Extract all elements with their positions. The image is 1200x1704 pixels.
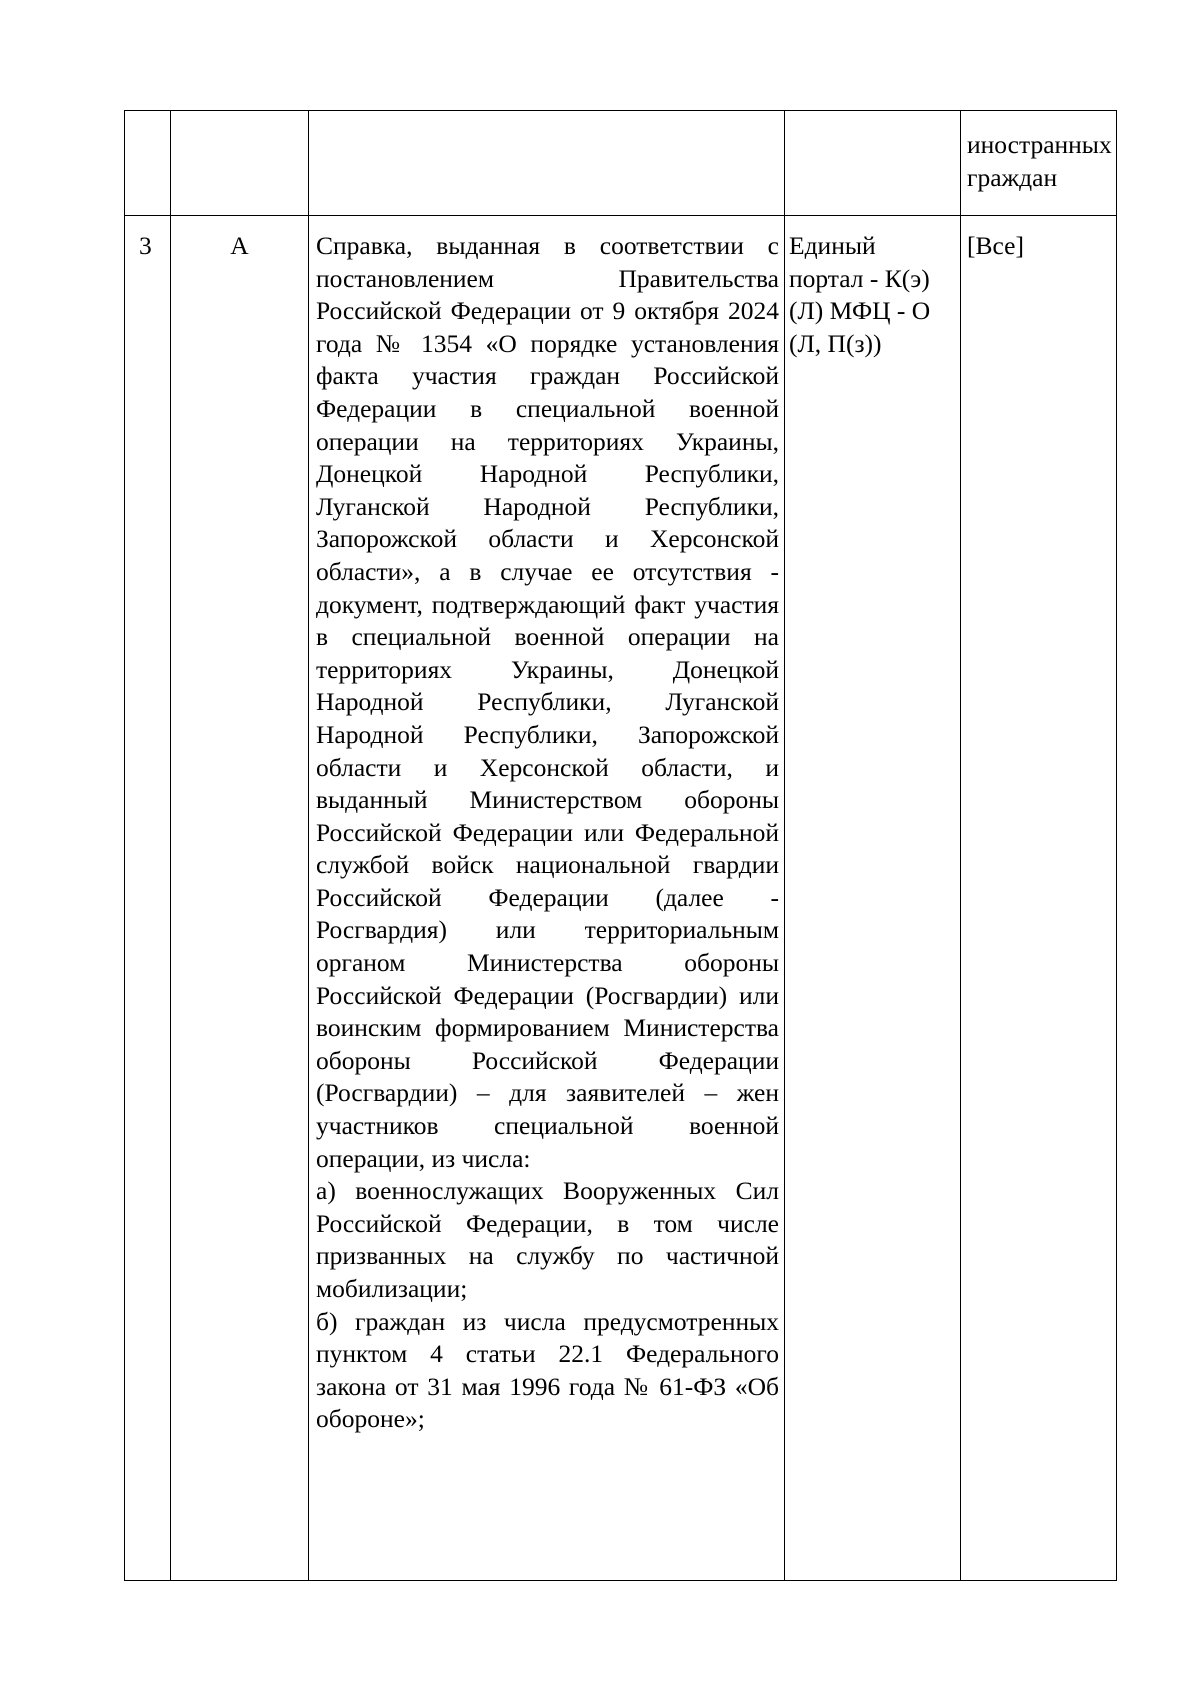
row-description (309, 216, 785, 1581)
description-paragraph-b: б) граждан из числа предусмотренных пунктом 4 статьи 22.1 Федерального закона от 31 мая 1996 года № 61-ФЗ «Об обороне»; (316, 1306, 779, 1434)
cell-applies-continuation: иностранных граждан (961, 111, 1117, 216)
description-paragraph-main: Справка, выданная в соответствии с постановлением Правительства Российской Федерации от 9 октября 2024 года № 1354 «О порядке установления факта участия граждан Российской Федерации в специальной военной операции на территориях Украины, Донецкой Народной Республики, Луганской Народной Республики, Запорожской области и Херсонской области», а в случае ее отсутствия - документ, подтверждающий факт участия в специальной военной операции на территориях Украины, Донецкой Народной Республики, Луганской Народной Республики, Запорожской области и Херсонской области, и выданный Министерством обороны Российской Федерации или Федеральной службой войск национальной гвардии Российской Федерации (далее - Росгвардия) или территориальным органом Министерства обороны Российской Федерации (Росгвардии) или воинским формированием Министерства обороны Российской Федерации (Росгвардии) – для заявителей – жен участников специальной военной операции, из числа: (316, 231, 779, 1173)
table-row-continuation (125, 111, 1117, 216)
cell-number-empty (125, 111, 171, 216)
cell-source-empty (785, 111, 961, 216)
cell-letter-empty (171, 111, 309, 216)
description-paragraph-a: а) военнослужащих Вооруженных Сил Российской Федерации, в том числе призванных на службу по частичной мобилизации; (316, 1176, 779, 1303)
cell-description-empty (309, 111, 785, 216)
row-source: Единый портал - К(э) (Л) МФЦ - О (Л, П(з)) (785, 216, 961, 1581)
row-number: 3 (125, 216, 171, 1581)
table-row (125, 216, 1117, 1581)
row-letter: А (171, 216, 309, 1581)
document-table (124, 110, 1117, 1581)
row-applies-to: [Все] (961, 216, 1117, 1581)
